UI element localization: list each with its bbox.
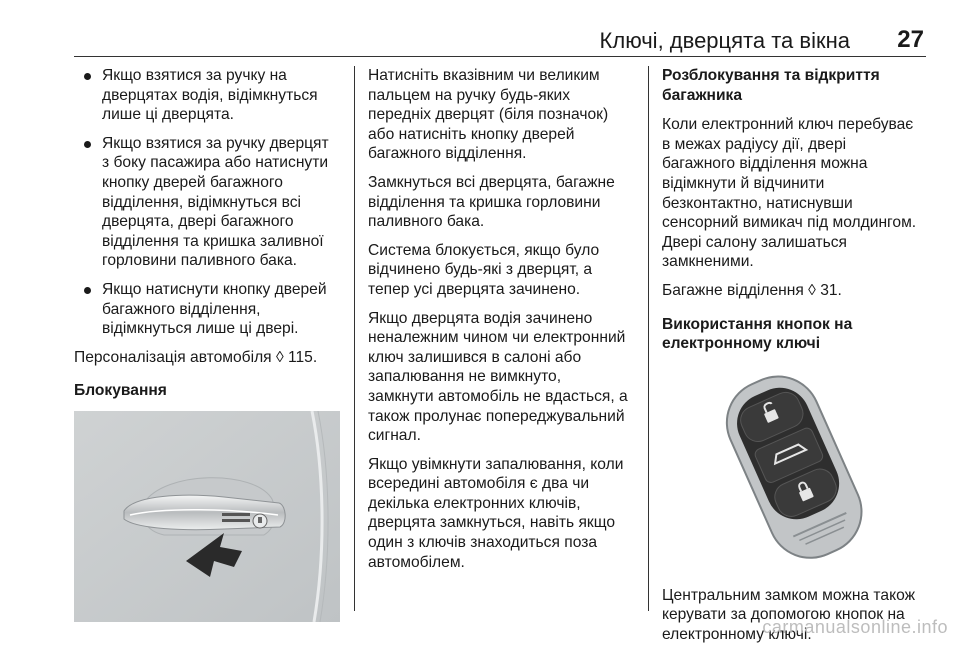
section-heading-locking: Блокування <box>74 382 167 400</box>
bullet-dot-icon <box>84 73 91 80</box>
key-fob-drawing <box>662 364 928 574</box>
door-handle-illustration <box>74 411 340 622</box>
header-rule <box>74 56 926 57</box>
paragraph: Натисніть вказівним чи великим пальцем на ручку будь-яких передніх дверцят (біля позначок) або натисніть кнопку дверей багажного відділення. <box>368 67 609 163</box>
paragraph: Якщо дверцята водія зачинено неналежним чином чи електронний ключ залишився в салоні або запалювання не вимкнуто, замкнути автомобіль не вдасться, а також пролунає попереджувальний сигнал. <box>368 309 628 445</box>
column-middle <box>368 66 638 581</box>
paragraph: Центральним замком можна також керувати за допомогою кнопок на електронному ключі. <box>662 586 916 643</box>
paragraph: Система блокується, якщо було відчинено будь-які з дверцят, а тепер усі дверцята зачинено. <box>368 241 600 298</box>
page-title: Ключі, дверцята та вікна <box>599 28 850 53</box>
page-header <box>74 26 926 56</box>
bullet-item <box>74 66 344 125</box>
bullet-dot-icon <box>84 141 91 148</box>
electronic-key-illustration <box>662 364 928 574</box>
watermark: carmanualsonline.info <box>762 617 948 637</box>
bullet-text: Якщо взятися за ручку на дверцятах водія, відімкнуться лише ці дверцята. <box>102 67 318 124</box>
trunk-reference: Багажне відділення ◊ 31. <box>662 281 842 299</box>
door-handle-drawing <box>74 411 340 622</box>
section-heading-unlock-trunk: Розблокування та відкриття багажника <box>662 67 880 104</box>
column-left <box>74 66 344 622</box>
paragraph: Якщо увімкнути запалювання, коли всередині автомобіля є два чи декілька електронних ключів, дверцята замкнуться, навіть якщо один з ключів знаходиться поза автомобілем. <box>368 455 624 571</box>
bullet-item <box>74 134 344 271</box>
paragraph: Коли електронний ключ перебуває в межах радіусу дії, двері багажного відділення можна відімкнути й відчинити безконтактно, натиснувши сенсорний вимикач під молдингом. Двері салону залишаться замкненими. <box>662 116 917 271</box>
section-heading-key-buttons: Використання кнопок на електронному ключі <box>662 315 853 353</box>
bullet-text: Якщо взятися за ручку дверцят з боку пасажира або натиснути кнопку дверей багажного відділення, відімкнуться всі дверцята, двері багажного відділення та кришка заливної горловини паливного бака. <box>102 134 329 270</box>
column-divider-2 <box>648 66 649 611</box>
column-right <box>662 66 928 654</box>
bullet-item <box>74 280 344 339</box>
paragraph: Замкнуться всі дверцята, багажне відділення та кришка горловини паливного бака. <box>368 173 615 231</box>
bullet-text: Якщо натиснути кнопку дверей багажного відділення, відімкнуться лише ці двері. <box>102 280 327 338</box>
page-number: 27 <box>897 26 924 53</box>
personalization-reference: Персоналізація автомобіля ◊ 115. <box>74 348 318 366</box>
column-divider-1 <box>354 66 355 611</box>
bullet-list <box>74 66 344 339</box>
bullet-dot-icon <box>84 287 91 294</box>
